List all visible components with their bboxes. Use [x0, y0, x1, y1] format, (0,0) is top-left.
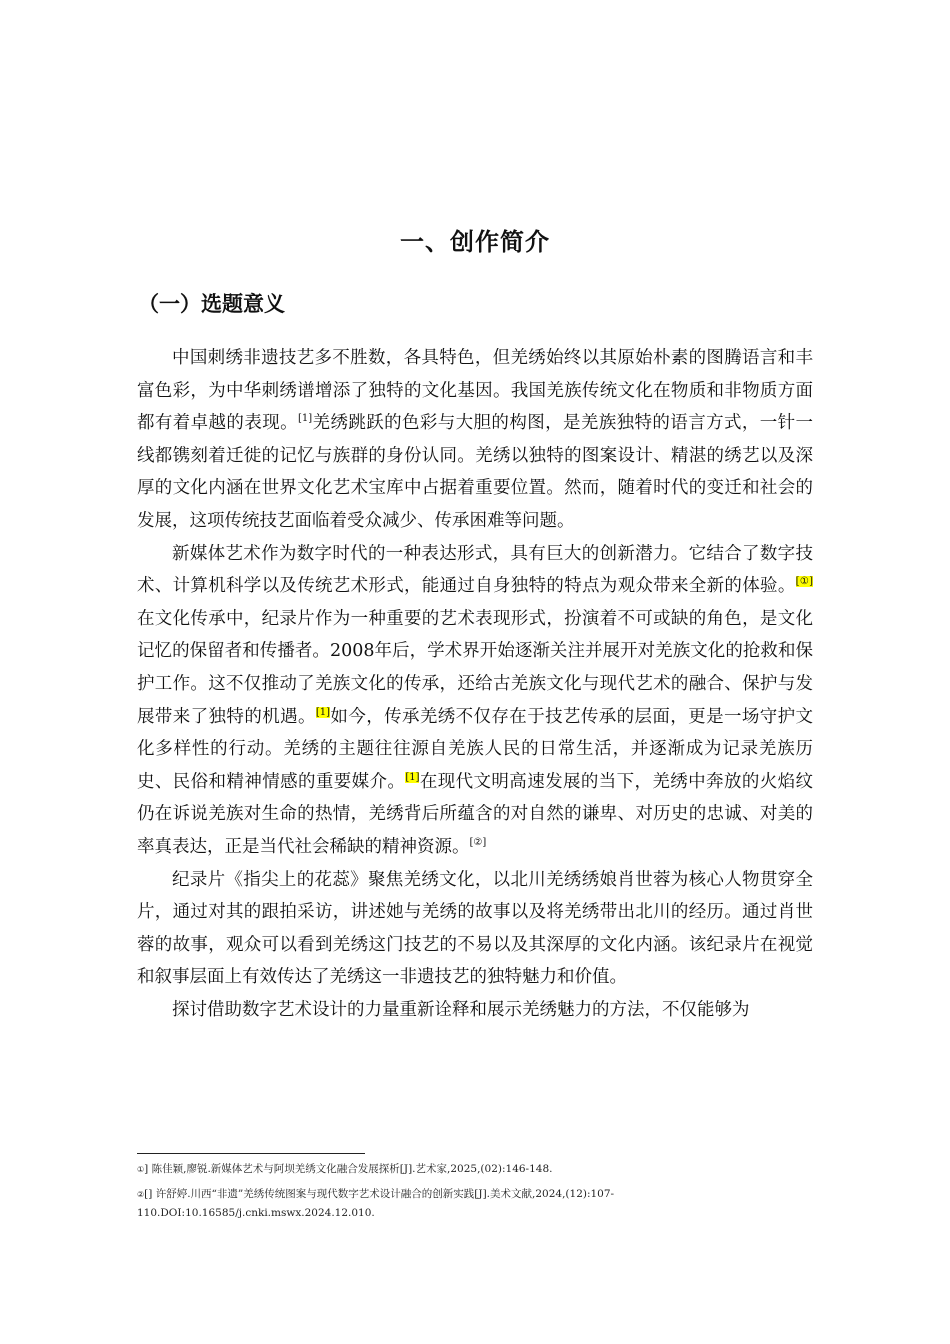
citation-marker: [②] [469, 836, 487, 848]
paragraph-2-text-c: 如今，传承羌绣不仅存在于技艺传承的层面，更是一场守护文化多样性的行动。羌绣的主题往往源自羌族人民的日常生活，并逐渐成为记录羌族历史、民俗和精神情感的重要媒介。 [137, 706, 814, 792]
body-text [137, 342, 813, 1026]
paragraph-2-text-d: 在现代文明高速发展的当下，羌绣中奔放的火焰纹仍在诉说羌族对生命的热情，羌绣背后所蕴含的对自然的谦卑、对历史的忠诚、对美的率真表达，正是当代社会稀缺的精神资源。 [137, 771, 814, 857]
footnote-2 [137, 1185, 817, 1222]
citation-marker-highlighted: [①] [795, 576, 813, 588]
citation-marker-highlighted: [1] [315, 706, 331, 718]
footnote-mark: ① [137, 1165, 145, 1174]
footnote-mark: ② [137, 1190, 145, 1199]
paragraph-1-text-a: 中国刺绣非遗技艺多不胜数，各具特色，但羌绣始终以其原始朴素的图腾语言和丰富色彩，为中华刺绣谱增添了独特的文化基因。我国羌族传统文化在物质和非物质方面都有着卓越的表现。 [137, 348, 813, 434]
paragraph-4: 探讨借助数字艺术设计的力量重新诠释和展示羌绣魅力的方法，不仅能够为 [172, 999, 750, 1020]
section-heading: （一）选题意义 [138, 292, 285, 316]
page-title: 一、创作简介 [400, 228, 550, 256]
paragraph-2 [137, 538, 813, 864]
paragraph-3: 纪录片《指尖上的花蕊》聚焦羌绣文化，以北川羌绣绣娘肖世蓉为核心人物贯穿全片，通过对其的跟拍采访，讲述她与羌绣的故事以及将羌绣带出北川的经历。通过肖世蓉的故事，观众可以看到羌绣这门技艺的不易以及其深厚的文化内涵。该纪录片在视觉和叙事层面上有效传达了羌绣这一非遗技艺的独特魅力和价值。 [137, 869, 813, 988]
citation-marker-highlighted: [1] [405, 771, 420, 783]
paragraph-2-text-b: 在文化传承中，纪录片作为一种重要的艺术表现形式，扮演着不可或缺的角色，是文化记忆的保留者和传播者。2008年后，学术界开始逐渐关注并展开对羌族文化的抢救和保护工作。这不仅推动了羌族文化的传承，还给古羌族文化与现代艺术的融合、保护与发展带来了独特的机遇。 [137, 608, 813, 727]
footnote-text: [] 许舒婷.川西“非遗”羌绣传统图案与现代数字艺术设计融合的创新实践[J].美术文献,2024,(12):107-110.DOI:10.16585/j.cnki.mswx.2024.12.010. [137, 1188, 615, 1219]
citation-marker: [1] [298, 413, 313, 425]
footnote-divider [137, 1153, 365, 1154]
footnote-text: ] 陈佳颖,廖锐.新媒体艺术与阿坝羌绣文化融合发展探析[J].艺术家,2025,(02):146-148. [144, 1163, 553, 1175]
paragraph-1-text-b: 羌绣跳跃的色彩与大胆的构图，是羌族独特的语言方式，一针一线都镌刻着迁徙的记忆与族群的身份认同。羌绣以独特的图案设计、精湛的绣艺以及深厚的文化内涵在世界文化艺术宝库中占据着重要位置。然而，随着时代的变迁和社会的发展，这项传统技艺面临着受众减少、传承困难等问题。 [137, 413, 814, 531]
footnote-1 [137, 1160, 817, 1179]
paragraph-1 [137, 342, 813, 538]
footnotes [137, 1160, 817, 1228]
paragraph-2-text-a: 新媒体艺术作为数字时代的一种表达形式，具有巨大的创新潜力。它结合了数字技术、计算机科学以及传统艺术形式，能通过自身独特的特点为观众带来全新的体验。 [137, 543, 813, 597]
